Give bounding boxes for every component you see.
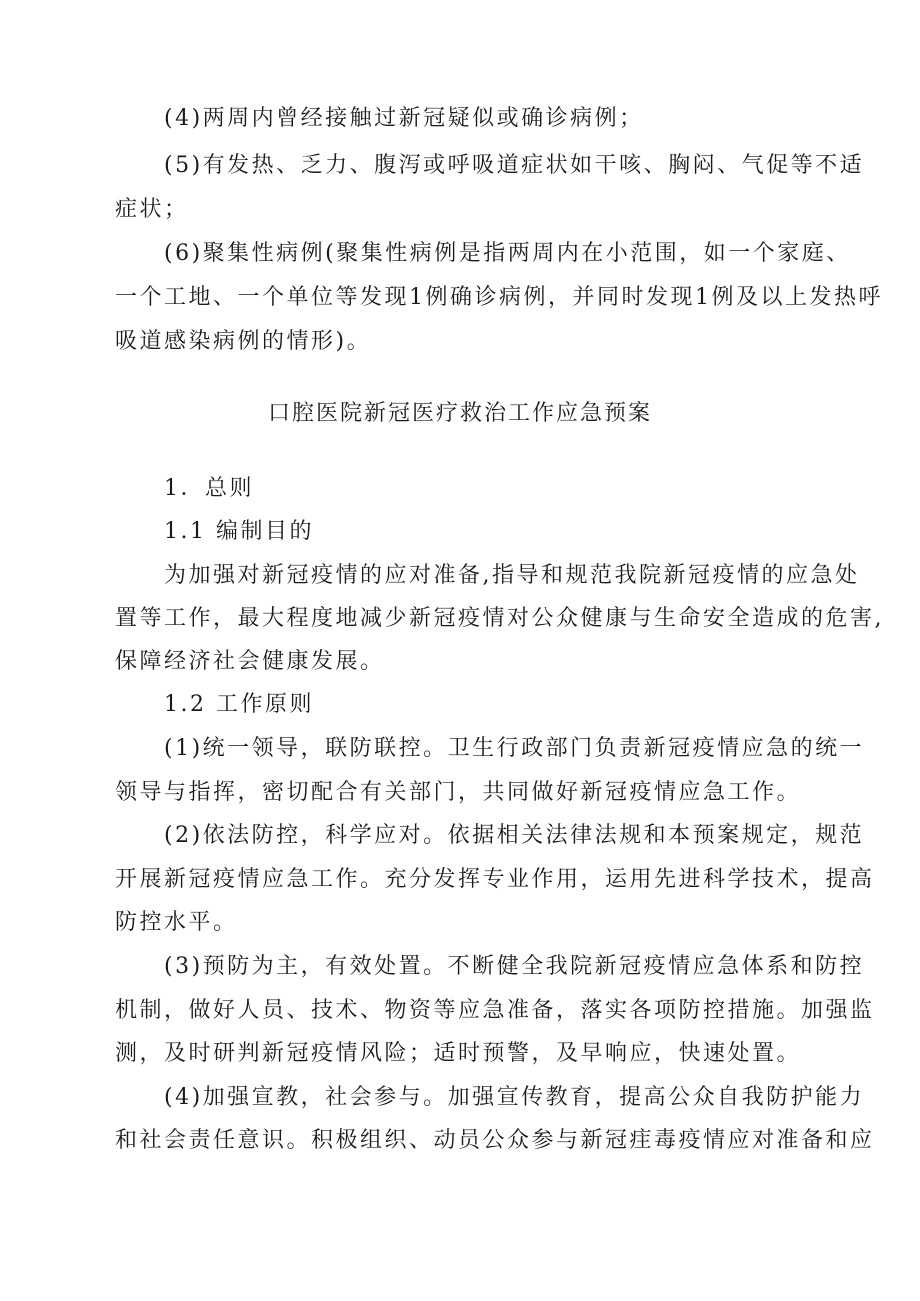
subsection-heading: 1.1 编制目的 — [164, 519, 314, 544]
paragraph-line: 机制，做好人员、技术、物资等应急准备，落实各项防控措施。加强监 — [115, 998, 875, 1023]
paragraph-line: 开展新冠疫情应急工作。充分发挥专业作用，运用先进科学技术，提高 — [115, 867, 875, 892]
paragraph-line: (3)预防为主，有效处置。不断健全我院新冠疫情应急体系和防控 — [164, 954, 865, 979]
section-heading: 1．总则 — [164, 476, 254, 501]
subsection-heading: 1.2 工作原则 — [164, 692, 314, 717]
paragraph-line: 领导与指挥，密切配合有关部门，共同做好新冠疫情应急工作。 — [115, 780, 802, 805]
paragraph-line: 防控水平。 — [115, 910, 238, 935]
paragraph-line: (6)聚集性病例(聚集性病例是指两周内在小范围，如一个家庭、 — [164, 241, 851, 266]
paragraph-line: 和社会责任意识。积极组织、动员公众参与新冠疰毒疫情应对准备和应 — [115, 1128, 875, 1153]
paragraph-line: 为加强对新冠疫情的应对准备,指导和规范我院新冠疫情的应急处 — [164, 563, 860, 588]
paragraph-line: (2)依法防控，科学应对。依据相关法律法规和本预案规定，规范 — [164, 823, 865, 848]
paragraph-line: 保障经济社会健康发展。 — [115, 649, 385, 674]
paragraph-line: 吸道感染病例的情形)。 — [115, 329, 372, 354]
paragraph-line: (4)两周内曾经接触过新冠疑似或确诊病例； — [164, 106, 644, 131]
document-title: 口腔医院新冠医疗救治工作应急预案 — [267, 401, 652, 426]
paragraph-line: (5)有发热、乏力、腹泻或呼吸道症状如干咳、胸闷、气促等不适 — [164, 153, 865, 178]
paragraph-line: 置等工作，最大程度地减少新冠疫情对公众健康与生命安全造成的危害, — [115, 606, 884, 631]
paragraph-line: 一个工地、一个单位等发现1例确诊病例，并同时发现1例及以上发热呼 — [115, 285, 883, 310]
paragraph-line: 测，及时研判新冠疫情风险；适时预警，及早响应，快速处置。 — [115, 1041, 802, 1066]
paragraph-line: (4)加强宣教，社会参与。加强宣传教育，提高公众自我防护能力 — [164, 1085, 865, 1110]
paragraph-line: (1)统一领导，联防联控。卫生行政部门负责新冠疫情应急的统一 — [164, 736, 865, 761]
paragraph-line: 症状； — [115, 197, 189, 222]
